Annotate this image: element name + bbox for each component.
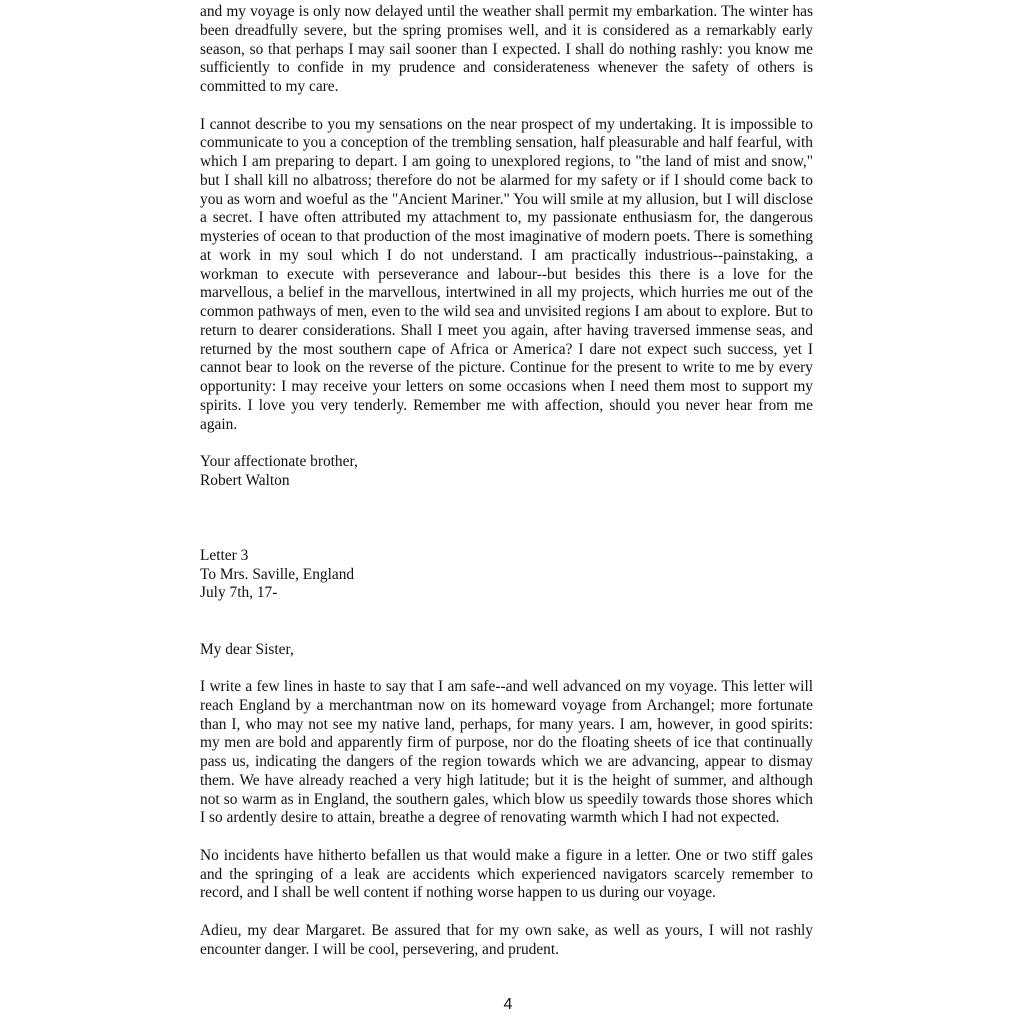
salutation: My dear Sister,	[200, 640, 294, 658]
valediction: Your affectionate brother,	[200, 453, 358, 470]
header-spacer	[200, 622, 813, 641]
paragraph-sensations: I cannot describe to you my sensations on the near prospect of my undertaking. It is impossible to communicate to you a conception of the trembling sensation, half pleasurable and half fearful, with which I am preparing to depart. I am going to unexplored regions, to "the land of mist and snow," but I shall kill no albatross; therefore do not be alarmed for my safety or if I should come back to you as worn and woeful as the "Ancient Mariner." You will smile at my allusion, but I will disclose a secret. I have often attributed my attachment to, my passionate enthusiasm for, the dangerous mysteries of ocean to that production of the most imaginative of modern poets. There is something at work in my soul which I do not understand. I am practically industrious--painstaking, a workman to execute with perseverance and labour--but besides this there is a love for the marvellous, a belief in the marvellous, intertwined in all my projects, which hurries me out of the common pathways of men, even to the wild sea and unvisited regions I am about to explore. But to return to dearer considerations. Shall I meet you again, after having traversed immense seas, and returned by the most southern cape of Africa or America? I dare not expect such success, yet I cannot bear to look on the reverse of the picture. Continue for the present to write to me by every opportunity: I may receive your letters on some occasions when I need them most to support my spirits. I love you very tenderly. Remember me with affection, should you never hear from me again.	[200, 115, 813, 433]
paragraph-no-incidents: No incidents have hitherto befallen us that would make a figure in a letter. One or two stiff gales and the springing of a leak are accidents which experienced navigators scarcely remember to record, and I shall be well content if nothing worse happen to us during our voyage.	[200, 846, 813, 902]
letter-closing	[200, 453, 813, 491]
page-number: 4	[503, 996, 513, 1013]
letter-title: Letter 3	[200, 546, 249, 564]
letter-header	[200, 547, 813, 603]
paragraph-safe-voyage: I write a few lines in haste to say that I am safe--and well advanced on my voyage. This letter will reach England by a merchantman now on its homeward voyage from Archangel; more fortunate than I, who may not see my native land, perhaps, for many years. I am, however, in good spirits: my men are bold and apparently firm of purpose, nor do the floating sheets of ice that continually pass us, indicating the dangers of the region towards which we are advancing, appear to dismay them. We have already reached a very high latitude; but it is the height of summer, and although not so warm as in England, the southern gales, which blow us speedily towards those shores which I so ardently desire to attain, breathe a degree of renovating warmth which I had not expected.	[200, 678, 813, 827]
paragraph-adieu: Adieu, my dear Margaret. Be assured that for my own sake, as well as yours, I will not rashly encounter danger. I will be cool, persevering, and prudent.	[200, 921, 813, 958]
letter-date: July 7th, 17-	[200, 584, 278, 602]
paragraph-voyage-delay: and my voyage is only now delayed until the weather shall permit my embarkation. The winter has been dreadfully severe, but the spring promises well, and it is considered as a remarkably early season, so that perhaps I may sail sooner than I expected. I shall do nothing rashly: you know me sufficiently to confide in my prudence and considerateness whenever the safety of others is committed to my care.	[200, 3, 813, 95]
document-page	[200, 3, 813, 978]
section-spacer	[200, 509, 813, 547]
signature: Robert Walton	[200, 471, 290, 489]
letter-recipient: To Mrs. Saville, England	[200, 565, 355, 583]
